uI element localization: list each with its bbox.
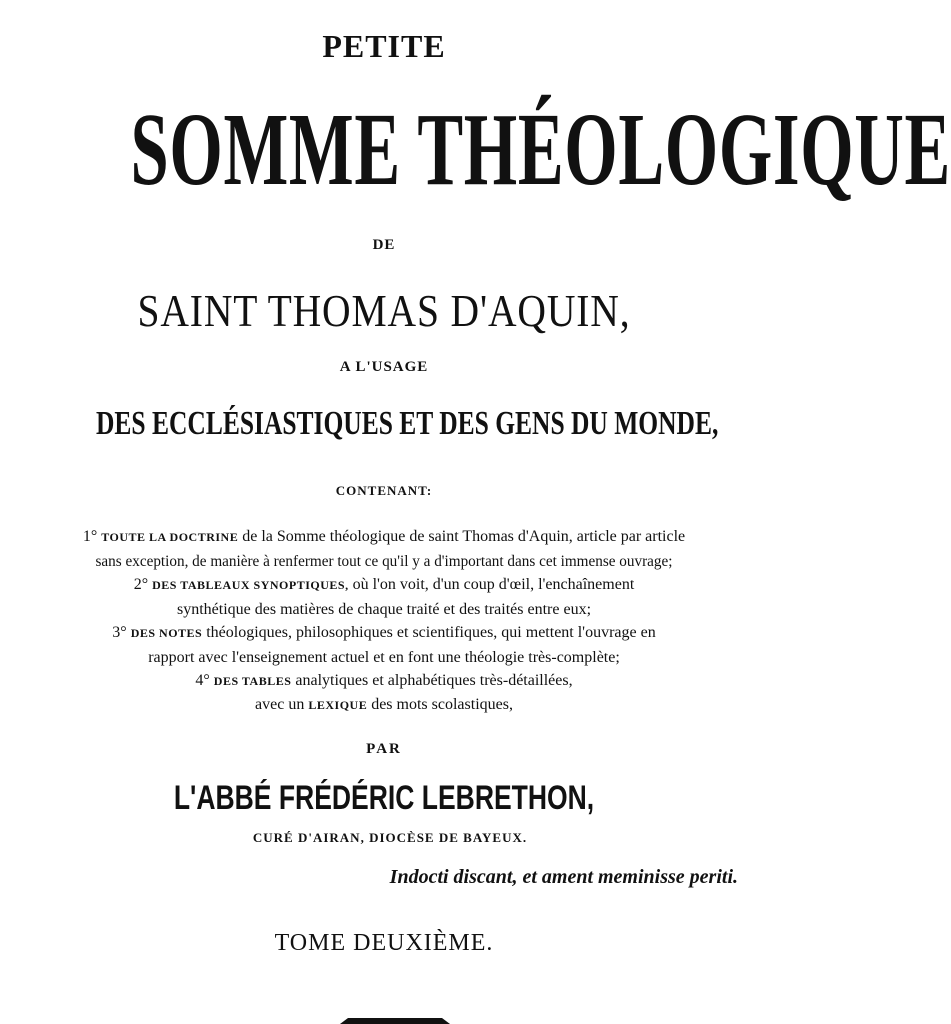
par-label: PAR: [366, 741, 402, 757]
contenant-heading: CONTENANT:: [335, 483, 433, 498]
title-petite: PETITE: [322, 28, 446, 64]
item-heading: DES TABLEAUX SYNOPTIQUES,: [152, 578, 349, 592]
item-text: de la Somme théologique de saint Thomas d'Aquin, article par article: [238, 528, 686, 545]
author-name: SAINT THOMAS D'AQUIN,: [137, 285, 631, 336]
description-line-4: synthétique des matières de chaque traité et des traités entre eux;: [176, 601, 592, 618]
editor-name: L'ABBÉ FRÉDÉRIC LEBRETHON,: [173, 779, 595, 817]
item-number: 2°: [133, 576, 149, 593]
item-text: des mots scolastiques,: [367, 696, 513, 713]
description-line-7: [0, 673, 768, 689]
item-text: avec un: [255, 696, 309, 713]
description-line-3: [0, 577, 768, 593]
item-text: où l'on voit, d'un coup d'œil, l'enchaînement: [348, 576, 635, 593]
editor-role: CURÉ D'AIRAN, DIOCÈSE DE BAYEUX.: [252, 830, 528, 845]
item-heading: LEXIQUE: [308, 698, 368, 712]
item-text: analytiques et alphabétiques très-détaillées,: [291, 672, 573, 689]
description-line-5: [0, 625, 768, 641]
description-line-2: sans exception, de manière à renfermer tout ce qu'il y a d'important dans cet immense ouvrage;: [95, 553, 673, 570]
item-number: 4°: [195, 672, 210, 689]
item-heading: DES NOTES: [130, 626, 203, 640]
item-text: théologiques, philosophiques et scientifiques, qui mettent l'ouvrage en: [202, 624, 656, 641]
main-title: SOMME THÉOLOGIQUE: [130, 92, 951, 207]
usage-line: A L'USAGE: [339, 359, 429, 375]
description-line-6: rapport avec l'enseignement actuel et en font une théologie très-complète;: [148, 649, 620, 666]
audience-line: DES ECCLÉSIASTIQUES ET DES GENS DU MONDE,: [96, 405, 719, 442]
item-heading: TOUTE LA DOCTRINE: [101, 530, 239, 544]
description-line-8: [0, 697, 768, 713]
item-heading: DES TABLES: [213, 674, 292, 688]
decorative-rule: [340, 1012, 450, 1024]
motto: Indocti discant, et ament meminisse periti.: [389, 866, 738, 888]
description-line-1: [0, 529, 768, 545]
item-number: 3°: [112, 624, 127, 641]
title-de: DE: [372, 237, 396, 253]
item-number: 1°: [82, 528, 98, 545]
volume-label: TOME DEUXIÈME.: [274, 930, 494, 956]
